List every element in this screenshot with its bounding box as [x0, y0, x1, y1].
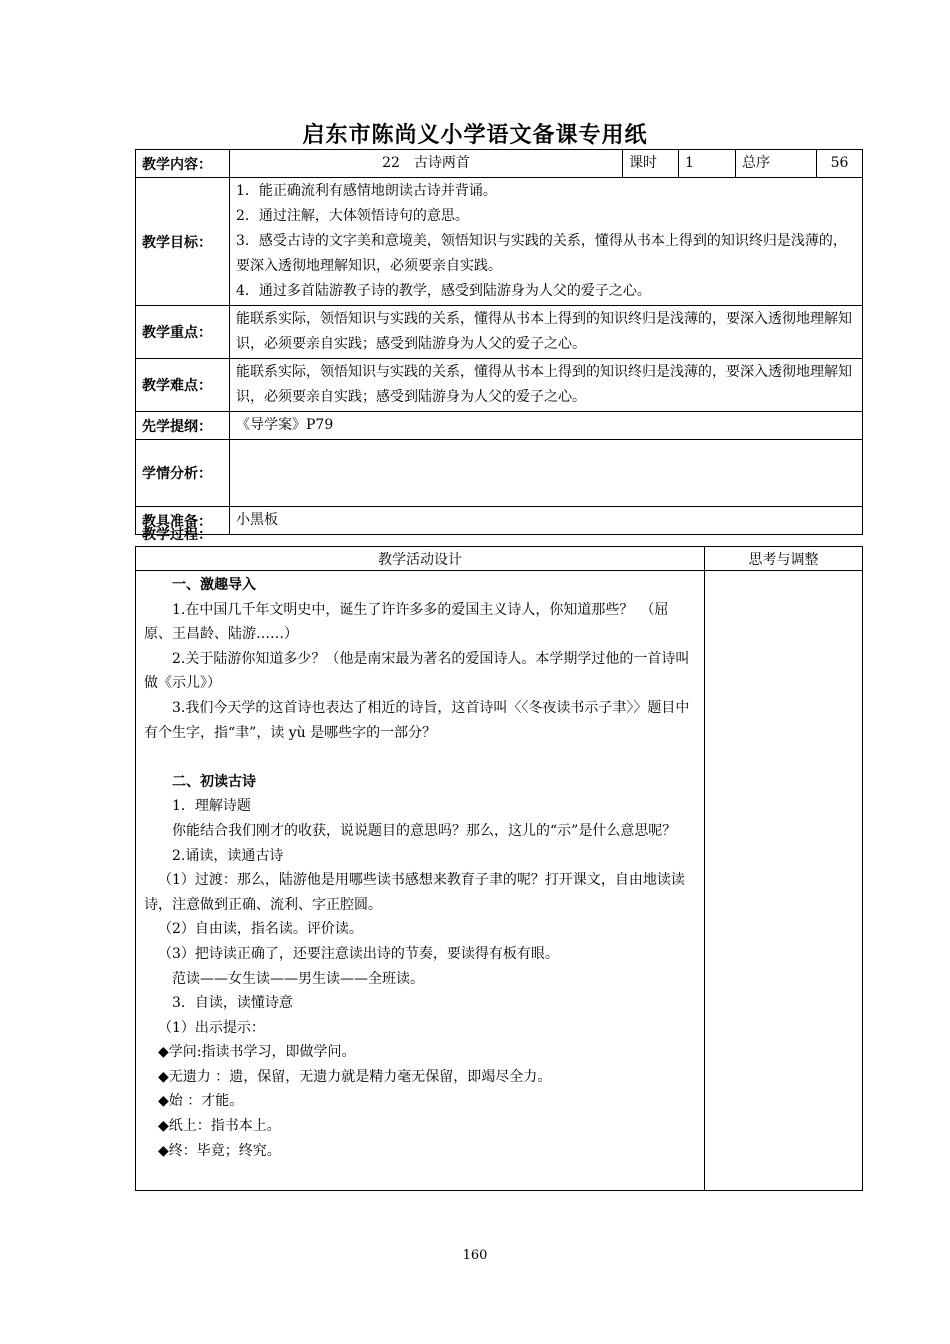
process-body-row	[136, 571, 863, 1191]
analysis-row	[136, 440, 863, 507]
section-heading: 二、初读古诗	[172, 773, 256, 790]
reflect-column-header: 思考与调整	[705, 547, 863, 571]
period-value: 1	[679, 150, 736, 178]
tools-row	[136, 507, 863, 535]
process-line: 你能结合我们刚才的收获，说说题目的意思吗？那么，这儿的“示”是什么意思呢？	[172, 822, 677, 839]
process-line: （3）把诗读正确了，还要注意读出诗的节奏，要读得有板有眼。	[158, 945, 559, 962]
process-line: ◆纸上：指书本上。	[158, 1118, 281, 1135]
period-label: 课时	[623, 150, 679, 178]
content-row	[136, 150, 863, 178]
process-line: （1）过渡：那么，陆游他是用哪些读书感想来教育子聿的呢？打开课文，自由地读读诗，注意做到正确、流利、字正腔圆。	[144, 872, 685, 913]
objectives-row	[136, 178, 863, 306]
page-title: 启东市陈尚义小学语文备课专用纸	[302, 123, 648, 148]
objectives-list	[230, 178, 863, 306]
tools-text: 小黑板	[230, 507, 863, 535]
process-label: 教学过程：	[142, 527, 212, 543]
process-line: （1）出示提示：	[158, 1019, 265, 1036]
lesson-info-table	[135, 149, 863, 535]
process-line: 范读——女生读——男生读——全班读。	[172, 970, 424, 987]
difficulties-row	[136, 359, 863, 412]
key-points-row	[136, 306, 863, 359]
difficulties-label: 教学难点：	[136, 359, 230, 412]
objective-item: 3．感受古诗的文字美和意境美，领悟知识与实践的关系，懂得从书本上得到的知识终归是浅薄的，要深入透彻地理解知识，必须要亲自实践。	[236, 233, 847, 274]
process-line: ◆无遗力 ：遗，保留，无遗力就是精力毫无保留，即竭尽全力。	[158, 1068, 552, 1085]
objective-item: 2．通过注解，大体领悟诗句的意思。	[236, 208, 469, 224]
blank-line	[144, 745, 696, 770]
key-points-text: 能联系实际，领悟知识与实践的关系，懂得从书本上得到的知识终归是浅薄的，要深入透彻地理解知识，必须要亲自实践；感受到陆游身为人父的爱子之心。	[230, 306, 863, 359]
objectives-label: 教学目标：	[136, 178, 230, 306]
process-reflect-content	[705, 571, 863, 1191]
order-label: 总序	[736, 150, 817, 178]
design-column-header: 教学活动设计	[136, 547, 705, 571]
process-line: ◆终：毕竟；终究。	[158, 1142, 281, 1159]
preview-text: 《导学案》P79	[230, 412, 863, 440]
process-line: （2）自由读，指名读。评价读。	[158, 921, 363, 938]
process-line: 1．理解诗题	[172, 798, 251, 815]
preview-row	[136, 412, 863, 440]
content-label: 教学内容：	[136, 150, 230, 178]
tools-label: 教具准备：	[136, 507, 230, 535]
objective-item: 4．通过多首陆游教子诗的教学，感受到陆游身为人父的爱子之心。	[236, 283, 651, 299]
process-line: 1.在中国几千年文明史中，诞生了许许多多的爱国主义诗人，你知道那些？ （屈原、王昌龄、陆游……）	[144, 601, 669, 643]
preview-label: 先学提纲：	[136, 412, 230, 440]
key-points-label: 教学重点：	[136, 306, 230, 359]
process-line: 2.关于陆游你知道多少？（他是南宋最为著名的爱国诗人。本学期学过他的一首诗叫做《示儿》）	[144, 650, 690, 692]
order-value: 56	[817, 150, 863, 178]
process-header-row	[136, 547, 863, 571]
difficulties-text: 能联系实际，领悟知识与实践的关系，懂得从书本上得到的知识终归是浅薄的，要深入透彻地理解知识，必须要亲自实践；感受到陆游身为人父的爱子之心。	[230, 359, 863, 412]
content-value: 22 古诗两首	[230, 150, 623, 178]
process-line: 2.诵读，读通古诗	[172, 847, 284, 864]
process-design-content	[136, 571, 705, 1191]
objective-item: 1．能正确流利有感情地朗读古诗并背诵。	[236, 183, 497, 199]
analysis-label: 学情分析：	[136, 440, 230, 507]
process-line: ◆始 ：才能。	[158, 1093, 244, 1110]
analysis-text	[230, 440, 863, 507]
section-heading: 一、激趣导入	[172, 577, 256, 593]
process-line: 3．自读，读懂诗意	[172, 995, 293, 1012]
process-table	[135, 546, 863, 1191]
process-line: ◆学问:指读书学习，即做学问。	[158, 1044, 356, 1061]
process-line: 3.我们今天学的这首诗也表达了相近的诗旨，这首诗叫〈〈冬夜读书示子聿〉〉题目中有个生字，指“聿”，读 yù 是哪些字的一部分？	[144, 699, 690, 741]
page-number: 160	[462, 1248, 488, 1263]
